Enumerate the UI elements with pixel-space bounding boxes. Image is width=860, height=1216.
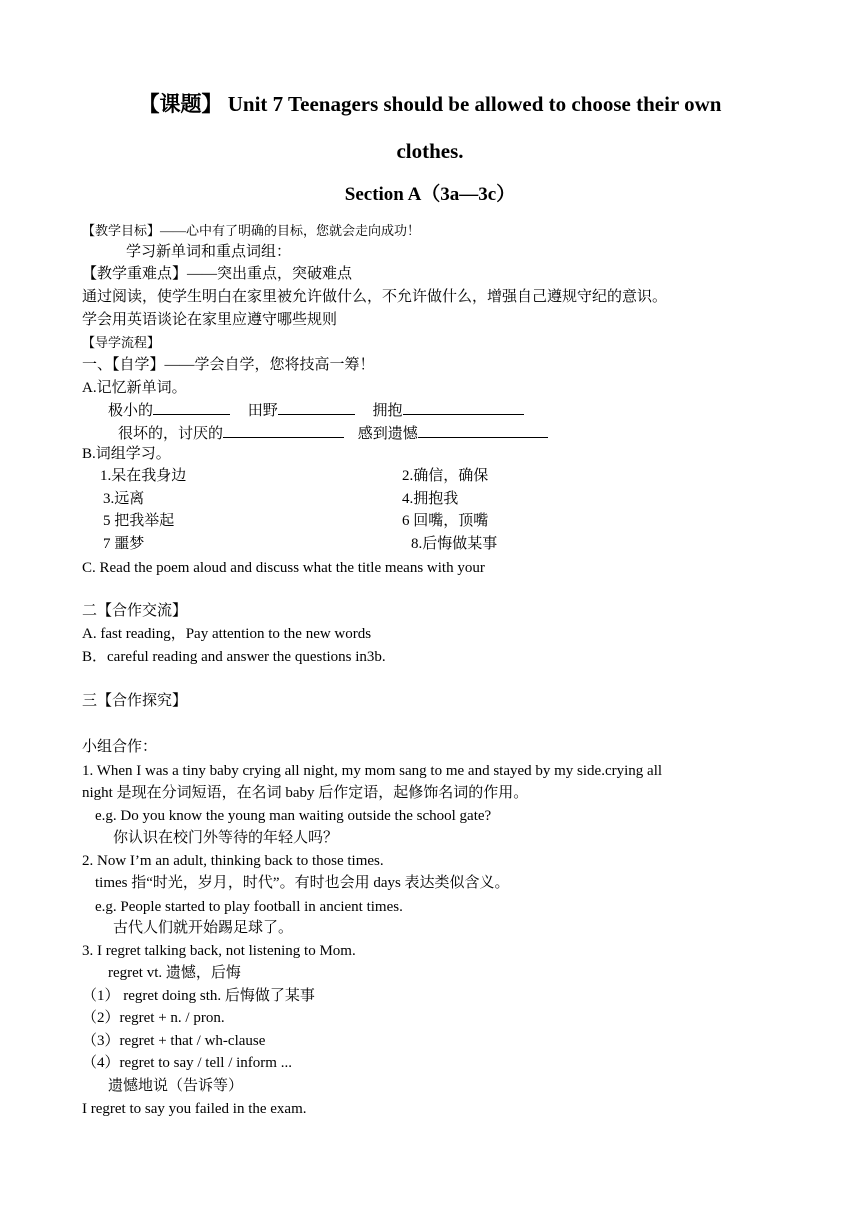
point-3-usage-4-meaning: 遗憾地说（告诉等）: [108, 1078, 244, 1094]
cooperation-a: A. fast reading，Pay attention to the new words: [82, 626, 372, 642]
title-line-1: 【课题】 Unit 7 Teenagers should be allowed to choose their own: [138, 92, 722, 116]
key-points-line-1: 通过阅读，使学生明白在家里被允许做什么，不允许做什么，增强自己遵规守纪的意识。: [82, 289, 668, 305]
point-2-sentence: 2. Now I’m an adult, thinking back to those times.: [82, 853, 384, 869]
poem-instruction: C. Read the poem aloud and discuss what the title means with your: [82, 560, 485, 576]
point-1-example: e.g. Do you know the young man waiting outside the school gate?: [95, 808, 492, 824]
point-3-usage-4: （4）regret to say / tell / inform ...: [82, 1055, 292, 1071]
phrases-heading: B.词组学习。: [82, 446, 171, 462]
word-row-1: [108, 399, 524, 421]
phrase-8: 8.后悔做某事: [411, 536, 498, 552]
cooperation-heading: 二【合作交流】: [82, 603, 188, 619]
title-line-2: clothes.: [396, 139, 464, 163]
point-3-usage-3: （3）regret + that / wh-clause: [82, 1033, 266, 1049]
group-work-label: 小组合作：: [82, 739, 158, 755]
self-study-heading: 一、【自学】——学会自学，您将技高一筹！: [82, 357, 375, 373]
word-blank-3[interactable]: [403, 399, 524, 415]
point-1-translation: 你认识在校门外等待的年轻人吗？: [113, 830, 339, 846]
section-title: Section A（3a—3c）: [344, 184, 516, 205]
point-2-example: e.g. People started to play football in ancient times.: [95, 899, 403, 915]
phrase-5: 5 把我举起: [103, 513, 175, 529]
word-tiny: 极小的: [108, 403, 154, 419]
point-3-example: I regret to say you failed in the exam.: [82, 1101, 307, 1117]
point-3-sentence: 3. I regret talking back, not listening to Mom.: [82, 943, 356, 959]
process-label: 【导学流程】: [82, 335, 161, 350]
phrase-4: 4.拥抱我: [402, 491, 459, 507]
phrase-1: 1.呆在我身边: [100, 468, 187, 484]
word-blank-5[interactable]: [418, 422, 548, 438]
exploration-heading: 三【合作探究】: [82, 693, 188, 709]
phrase-3: 3.远离: [103, 491, 145, 507]
objectives-label: 【教学目标】——心中有了明确的目标，您就会走向成功！: [82, 223, 421, 238]
key-points-label: 【教学重难点】——突出重点，突破难点: [82, 266, 353, 282]
point-2-translation: 古代人们就开始踢足球了。: [113, 920, 294, 936]
point-3-definition: regret vt. 遗憾，后悔: [108, 965, 241, 981]
word-blank-2[interactable]: [278, 399, 355, 415]
point-3-usage-2: （2）regret + n. / pron.: [82, 1010, 225, 1026]
key-points-line-2: 学会用英语谈论在家里应遵守哪些规则: [82, 312, 338, 328]
phrase-7: 7 噩梦: [103, 536, 145, 552]
objectives-content: 学习新单词和重点词组：: [126, 244, 292, 260]
cooperation-b: B．careful reading and answer the questions in3b.: [82, 649, 386, 665]
point-3-usage-1: （1） regret doing sth. 后悔做了某事: [82, 988, 315, 1004]
word-regret: 感到遗憾: [357, 426, 418, 442]
words-heading: A.记忆新单词。: [82, 380, 187, 396]
word-blank-1[interactable]: [153, 399, 230, 415]
point-2-explanation: times 指“时光，岁月，时代”。有时也会用 days 表达类似含义。: [95, 875, 510, 891]
word-field: 田野: [247, 403, 278, 419]
phrase-2: 2.确信，确保: [402, 468, 489, 484]
point-1-explanation: night 是现在分词短语，在名词 baby 后作定语，起修饰名词的作用。: [82, 785, 529, 801]
word-hug: 拥抱: [372, 403, 403, 419]
word-blank-4[interactable]: [223, 422, 344, 438]
word-row-2: [118, 422, 548, 444]
phrase-6: 6 回嘴，顶嘴: [402, 513, 489, 529]
point-1-sentence: 1. When I was a tiny baby crying all night, my mom sang to me and stayed by my side.crying all: [82, 763, 663, 779]
word-terrible: 很坏的，讨厌的: [118, 426, 224, 442]
